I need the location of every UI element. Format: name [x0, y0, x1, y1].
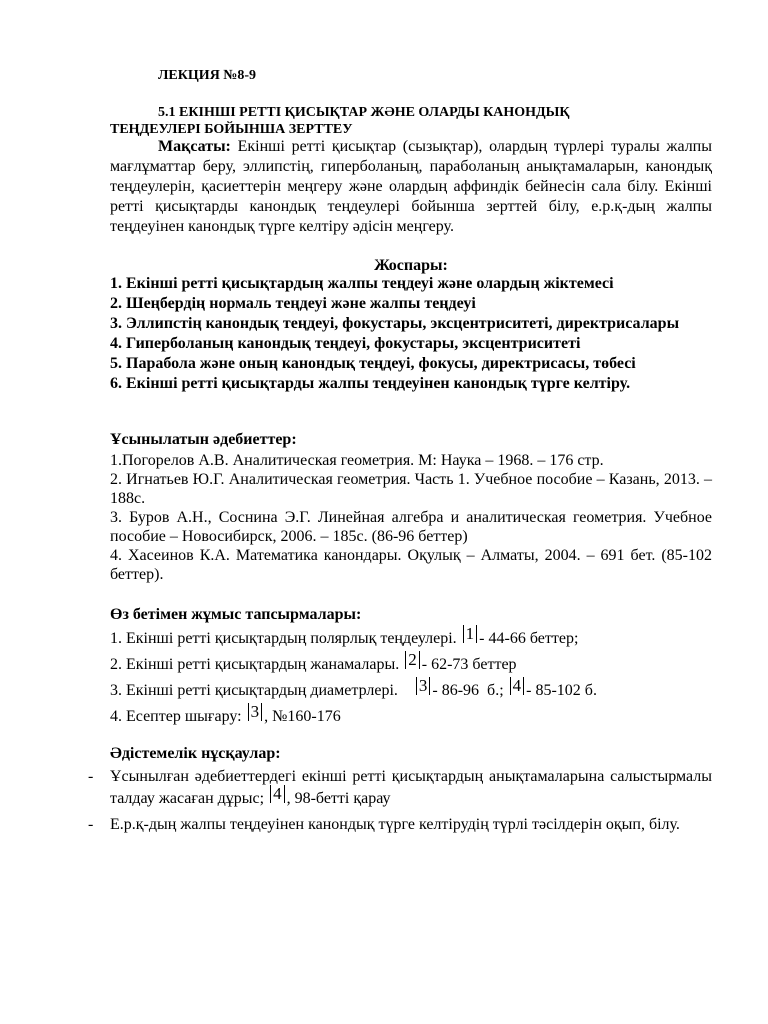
- task-text: 3. Екінші ретті қисықтардың диаметрлері.: [110, 682, 414, 699]
- reference-number: 4: [510, 677, 525, 695]
- reference-number: 3: [416, 677, 431, 695]
- literature-list: [110, 451, 712, 584]
- method-bullet: [88, 766, 712, 810]
- literature-heading: Ұсынылатын әдебиеттер:: [110, 431, 297, 448]
- section-title: [110, 104, 712, 138]
- lecture-number: ЛЕКЦИЯ №8-9: [158, 68, 257, 83]
- task-pages: - 85-102 б.: [526, 682, 597, 699]
- method-text: Е.р.қ-дың жалпы теңдеуінен канондық түрге келтірудің түрлі тәсілдерін оқып, білу.: [110, 816, 680, 833]
- plan-item: 4. Гиперболаның канондық теңдеуі, фокустары, эксцентриситеті: [110, 335, 581, 352]
- bullet-dash: -: [88, 768, 94, 785]
- task-text: 2. Екінші ретті қисықтардың жанамалары.: [110, 656, 404, 673]
- task-item: [110, 652, 712, 678]
- reference-number: 2: [405, 651, 420, 669]
- tasks-heading: Өз бетімен жұмыс тапсырмалары:: [110, 606, 362, 623]
- goal-paragraph: [110, 137, 712, 237]
- plan-item: 2. Шеңбердің нормаль теңдеуі және жалпы теңдеуі: [110, 295, 476, 312]
- bullet-dash: -: [88, 816, 94, 833]
- literature-item: 4. Хасеинов К.А. Математика канондары. Оқулық – Алматы, 2004. – 691 бет. (85-102 беттер).: [110, 547, 712, 583]
- task-pages: - 62-73 беттер: [421, 656, 517, 673]
- plan-item: 3. Эллипстің канондық теңдеуі, фокустары, эксцентриситеті, директрисалары: [110, 315, 680, 332]
- method-heading: Әдістемелік нұсқаулар:: [110, 745, 281, 762]
- literature-item: 1.Погорелов А.В. Аналитическая геометрия. М: Наука – 1968. – 176 стр.: [110, 452, 604, 469]
- task-item: [110, 626, 712, 652]
- literature-item: 3. Буров А.Н., Соснина Э.Г. Линейная алгебра и аналитическая геометрия. Учебное пособие – Новосибирск, 2006. – 185с. (86-96 беттер): [110, 509, 712, 545]
- goal-text: Екінші ретті қисықтар (сызықтар), олардың түрлері туралы жалпы мағлұматтар беру, эллипстің, гиперболаның, параболаның анықтамаларын, канондық теңдеулерін, қасиеттерін меңгеру және олардың аффиндік бейнесін сала білу. Екінші ретті қисықтарды канондық теңдеулері бойынша зерттей білу, е.р.қ-дың жалпы теңдеуінен канондық түрге келтіру әдісін меңгеру.: [110, 138, 712, 235]
- task-text: 1. Екінші ретті қисықтардың полярлық теңдеулері.: [110, 630, 461, 647]
- task-pages: - 44-66 беттер;: [479, 630, 579, 647]
- plan-item: 6. Екінші ретті қисықтарды жалпы теңдеуінен канондық түрге келтіру.: [110, 375, 631, 392]
- method-tail: , 98-бетті қарау: [286, 790, 391, 807]
- section-title-line-1: 5.1 ЕКІНШІ РЕТТІ ҚИСЫҚТАР ЖӘНЕ ОЛАРДЫ КАНОНДЫҚ: [158, 105, 570, 120]
- reference-number: 1: [463, 625, 478, 643]
- plan-item: 5. Парабола және оның канондық теңдеуі, фокусы, директрисасы, төбесі: [110, 355, 636, 372]
- task-pages: , №160-176: [264, 708, 341, 725]
- task-item: [110, 704, 712, 730]
- plan-heading: Жоспары:: [374, 257, 448, 274]
- method-list: [88, 766, 712, 836]
- method-text: Ұсынылған әдебиеттердегі екінші ретті қисықтардың анықтамаларына салыстырмалы талдау жасаған дұрыс;: [110, 768, 712, 807]
- plan-list: [110, 274, 712, 394]
- task-pages: - 86-96 б.;: [432, 682, 508, 699]
- task-item: [110, 678, 712, 704]
- goal-label: Мақсаты:: [158, 138, 231, 155]
- task-text: 4. Есептер шығару:: [110, 708, 246, 725]
- tasks-list: [110, 626, 712, 730]
- section-title-line-2: ТЕҢДЕУЛЕРІ БОЙЫНША ЗЕРТТЕУ: [110, 122, 353, 137]
- plan-item: 1. Екінші ретті қисықтардың жалпы теңдеуі және олардың жіктемесі: [110, 275, 614, 292]
- reference-number: 3: [248, 703, 263, 721]
- reference-number: 4: [270, 785, 285, 803]
- method-bullet: [88, 814, 712, 836]
- literature-item: 2. Игнатьев Ю.Г. Аналитическая геометрия. Часть 1. Учебное пособие – Казань, 2013. – 188с.: [110, 471, 712, 507]
